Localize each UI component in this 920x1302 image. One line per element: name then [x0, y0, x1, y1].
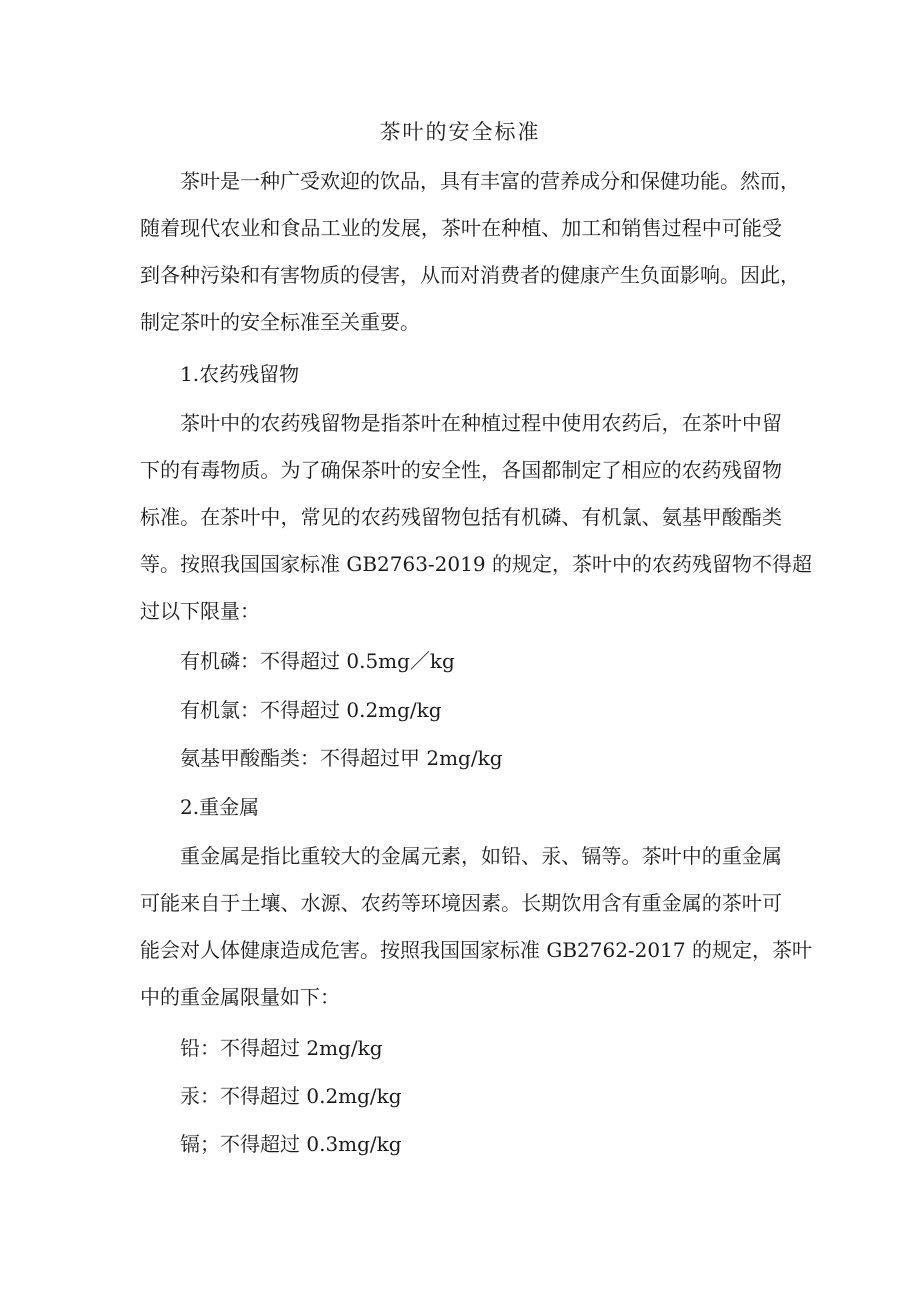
- section1-line-4: 等。按照我国国家标准 GB2763-2019 的规定，茶叶中的农药残留物不得超: [140, 552, 812, 576]
- document-title: 茶叶的安全标准: [379, 120, 541, 144]
- intro-line-1: 茶叶是一种广受欢迎的饮品，具有丰富的营养成分和保健功能。然而，: [180, 169, 800, 193]
- section2-limit-lead: 铅：不得超过 2mg/kg: [180, 1036, 383, 1060]
- section2-limit-mercury: 汞：不得超过 0.2mg/kg: [180, 1084, 402, 1108]
- intro-line-3: 到各种污染和有害物质的侵害，从而对消费者的健康产生负面影响。因此，: [140, 263, 800, 287]
- section2-limit-cadmium: 镉；不得超过 0.3mg/kg: [180, 1132, 402, 1156]
- section2-line-1: 重金属是指比重较大的金属元素，如铅、汞、镉等。茶叶中的重金属: [180, 844, 782, 868]
- section1-limit-organophosphorus: 有机磷：不得超过 0.5mg／kg: [180, 649, 455, 673]
- section2-line-4: 中的重金属限量如下：: [140, 985, 340, 1009]
- section1-line-1: 茶叶中的农药残留物是指茶叶在种植过程中使用农药后，在茶叶中留: [180, 411, 782, 435]
- section1-limit-carbamate: 氨基甲酸酯类：不得超过甲 2mg/kg: [180, 746, 503, 770]
- section2-line-3: 能会对人体健康造成危害。按照我国国家标准 GB2762-2017 的规定，茶叶: [140, 938, 812, 962]
- section1-heading: 1.农药残留物: [180, 362, 300, 386]
- section1-line-2: 下的有毒物质。为了确保茶叶的安全性，各国都制定了相应的农药残留物: [140, 458, 782, 482]
- section1-limit-organochlorine: 有机氯：不得超过 0.2mg/kg: [180, 698, 442, 722]
- intro-line-2: 随着现代农业和食品工业的发展，茶叶在种植、加工和销售过程中可能受: [140, 216, 782, 240]
- section2-heading: 2.重金属: [180, 795, 260, 819]
- section2-line-2: 可能来自于土壤、水源、农药等环境因素。长期饮用含有重金属的茶叶可: [140, 891, 782, 915]
- section1-line-5: 过以下限量：: [140, 599, 260, 623]
- section1-line-3: 标准。在茶叶中，常见的农药残留物包括有机磷、有机氯、氨基甲酸酯类: [140, 505, 782, 529]
- intro-line-4: 制定茶叶的安全标准至关重要。: [140, 310, 420, 334]
